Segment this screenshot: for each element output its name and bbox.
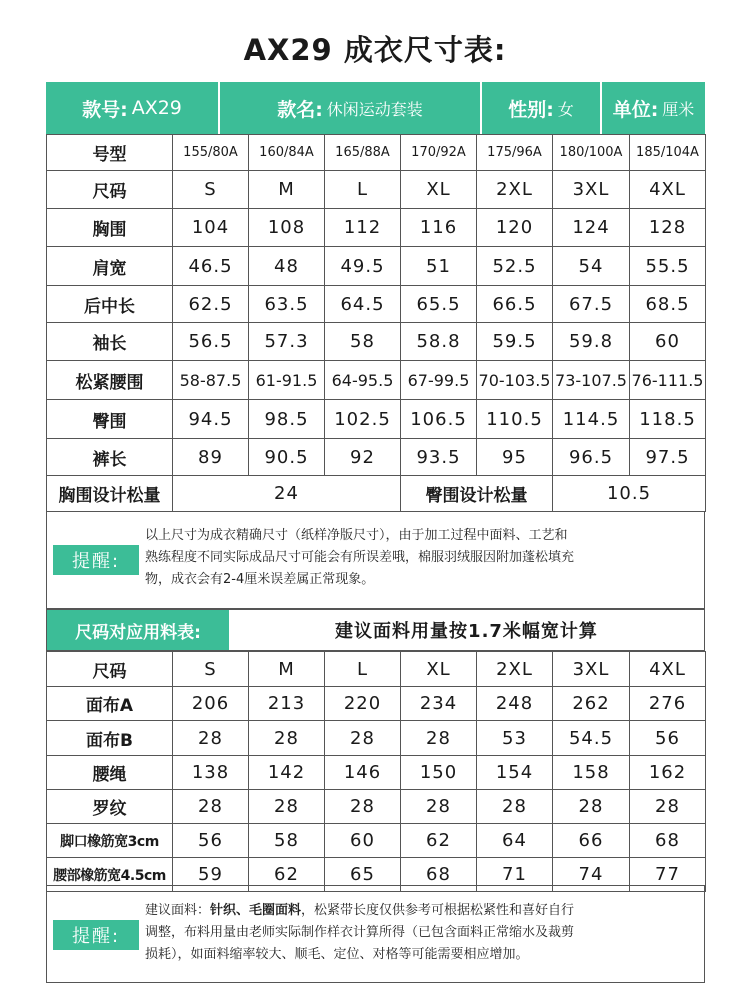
value-cell: 48 (249, 247, 325, 286)
value-cell: 59.5 (477, 323, 553, 361)
value-cell: 28 (173, 790, 249, 824)
value-cell: 248 (477, 687, 553, 721)
size-cell: 2XL (477, 171, 553, 209)
row-header: 袖长 (47, 323, 173, 361)
size-cell: 3XL (553, 652, 630, 687)
table-row (47, 790, 706, 824)
table-row (47, 756, 706, 790)
model-cell: 170/92A (401, 135, 477, 171)
value-cell: 56 (630, 721, 706, 756)
reminder-badge: 提醒: (53, 545, 139, 575)
value-cell: 60 (630, 323, 706, 361)
value-cell: 108 (249, 209, 325, 247)
model-cell: 165/88A (325, 135, 401, 171)
reminder-box-2 (46, 885, 705, 983)
reminder-line (145, 900, 574, 922)
value-cell: 68 (401, 858, 477, 892)
style-number-cell (46, 82, 218, 134)
value-cell: 74 (553, 858, 630, 892)
value-cell: 57.3 (249, 323, 325, 361)
table-row (47, 687, 706, 721)
model-cell: 180/100A (553, 135, 630, 171)
value-cell: 58 (325, 323, 401, 361)
value-cell: 70-103.5 (477, 361, 553, 400)
reminder-line: 损耗），如面料缩率较大、顺毛、定位、对格等可能需要相应增加。 (145, 947, 529, 962)
style-number-label: 款号: (82, 98, 128, 121)
gender-cell (480, 82, 600, 134)
size-row (47, 171, 706, 209)
row-header: 面布A (47, 687, 173, 721)
table-row (47, 721, 706, 756)
value-cell: 58.8 (401, 323, 477, 361)
hip-ease-value: 10.5 (553, 476, 706, 512)
row-header: 肩宽 (47, 247, 173, 286)
size-cell: 3XL (553, 171, 630, 209)
value-cell: 95 (477, 439, 553, 476)
row-header: 罗纹 (47, 790, 173, 824)
value-cell: 97.5 (630, 439, 706, 476)
unit-cell (600, 82, 705, 134)
value-cell: 46.5 (173, 247, 249, 286)
value-cell: 138 (173, 756, 249, 790)
value-cell: 65.5 (401, 286, 477, 323)
reminder-line: 以上尺寸为成衣精确尺寸（纸样净版尺寸），由于加工过程中面料、工艺和 (145, 528, 568, 543)
value-cell: 150 (401, 756, 477, 790)
reminder-line: 调整，布料用量由老师实际制作样衣计算所得（已包含面料正常缩水及裁剪 (145, 925, 575, 940)
size-cell: 4XL (630, 652, 706, 687)
value-cell: 28 (477, 790, 553, 824)
value-cell: 55.5 (630, 247, 706, 286)
value-cell: 49.5 (325, 247, 401, 286)
reminder-prefix: 建议面料： (145, 903, 211, 918)
row-header: 胸围 (47, 209, 173, 247)
value-cell: 98.5 (249, 400, 325, 439)
value-cell: 234 (401, 687, 477, 721)
value-cell: 58 (249, 824, 325, 858)
value-cell: 276 (630, 687, 706, 721)
value-cell: 28 (630, 790, 706, 824)
value-cell: 120 (477, 209, 553, 247)
style-name-value: 休闲运动套装 (326, 99, 423, 119)
value-cell: 118.5 (630, 400, 706, 439)
value-cell: 220 (325, 687, 401, 721)
value-cell: 60 (325, 824, 401, 858)
size-cell: M (249, 652, 325, 687)
table-row (47, 400, 706, 439)
table-row (47, 824, 706, 858)
value-cell: 28 (553, 790, 630, 824)
size-cell: XL (401, 171, 477, 209)
row-header: 臀围 (47, 400, 173, 439)
value-cell: 28 (249, 721, 325, 756)
value-cell: 158 (553, 756, 630, 790)
value-cell: 58-87.5 (173, 361, 249, 400)
gender-label: 性别: (508, 98, 554, 121)
value-cell: 56 (173, 824, 249, 858)
reminder-text (145, 525, 574, 591)
size-cell: XL (401, 652, 477, 687)
model-cell: 185/104A (630, 135, 706, 171)
reminder-box-1 (46, 511, 705, 609)
value-cell: 62 (401, 824, 477, 858)
value-cell: 154 (477, 756, 553, 790)
fabric-header-band (46, 609, 705, 651)
value-cell: 64.5 (325, 286, 401, 323)
value-cell: 28 (401, 721, 477, 756)
value-cell: 56.5 (173, 323, 249, 361)
value-cell: 128 (630, 209, 706, 247)
row-header: 后中长 (47, 286, 173, 323)
value-cell: 104 (173, 209, 249, 247)
value-cell: 64 (477, 824, 553, 858)
row-header: 裤长 (47, 439, 173, 476)
value-cell: 62.5 (173, 286, 249, 323)
value-cell: 96.5 (553, 439, 630, 476)
fabric-size-row (47, 652, 706, 687)
reminder-line-rest: ，松紧带长度仅供参考可根据松紧性和喜好自行 (301, 903, 575, 918)
value-cell: 213 (249, 687, 325, 721)
size-cell: L (325, 652, 401, 687)
value-cell: 92 (325, 439, 401, 476)
value-cell: 102.5 (325, 400, 401, 439)
gender-value: 女 (557, 99, 574, 119)
value-cell: 94.5 (173, 400, 249, 439)
style-name-label: 款名: (277, 98, 323, 121)
row-header: 面布B (47, 721, 173, 756)
value-cell: 64-95.5 (325, 361, 401, 400)
value-cell: 28 (249, 790, 325, 824)
row-header: 腰绳 (47, 756, 173, 790)
value-cell: 66 (553, 824, 630, 858)
value-cell: 89 (173, 439, 249, 476)
size-cell: M (249, 171, 325, 209)
value-cell: 114.5 (553, 400, 630, 439)
value-cell: 59.8 (553, 323, 630, 361)
value-cell: 116 (401, 209, 477, 247)
chest-ease-value: 24 (173, 476, 401, 512)
value-cell: 71 (477, 858, 553, 892)
value-cell: 124 (553, 209, 630, 247)
value-cell: 53 (477, 721, 553, 756)
model-row (47, 135, 706, 171)
value-cell: 61-91.5 (249, 361, 325, 400)
table-row (47, 247, 706, 286)
size-table (46, 134, 706, 512)
table-row (47, 439, 706, 476)
value-cell: 93.5 (401, 439, 477, 476)
value-cell: 262 (553, 687, 630, 721)
value-cell: 112 (325, 209, 401, 247)
value-cell: 52.5 (477, 247, 553, 286)
ease-row (47, 476, 706, 512)
row-header: 号型 (47, 135, 173, 171)
reminder-emphasis: 针织、毛圈面料 (210, 903, 302, 918)
value-cell: 59 (173, 858, 249, 892)
hip-ease-label: 臀围设计松量 (401, 476, 553, 512)
reminder-text (145, 900, 574, 966)
value-cell: 28 (401, 790, 477, 824)
size-cell: S (173, 652, 249, 687)
fabric-table-label: 尺码对应用料表: (47, 610, 229, 650)
value-cell: 73-107.5 (553, 361, 630, 400)
value-cell: 67.5 (553, 286, 630, 323)
size-cell: 4XL (630, 171, 706, 209)
value-cell: 76-111.5 (630, 361, 706, 400)
info-banner (46, 82, 705, 134)
unit-value: 厘米 (662, 99, 695, 119)
value-cell: 142 (249, 756, 325, 790)
value-cell: 54 (553, 247, 630, 286)
reminder-line: 物，成衣会有2-4厘米误差属正常现象。 (145, 572, 375, 587)
value-cell: 106.5 (401, 400, 477, 439)
row-header: 尺码 (47, 171, 173, 209)
row-header: 腰部橡筋宽4.5cm (47, 858, 173, 892)
reminder-badge: 提醒: (53, 920, 139, 950)
value-cell: 28 (173, 721, 249, 756)
value-cell: 110.5 (477, 400, 553, 439)
table-row (47, 323, 706, 361)
value-cell: 65 (325, 858, 401, 892)
model-cell: 160/84A (249, 135, 325, 171)
value-cell: 162 (630, 756, 706, 790)
style-name-cell (218, 82, 480, 134)
fabric-table (46, 651, 706, 892)
table-row (47, 286, 706, 323)
value-cell: 67-99.5 (401, 361, 477, 400)
value-cell: 66.5 (477, 286, 553, 323)
fabric-width-note: 建议面料用量按1.7米幅宽计算 (335, 621, 598, 642)
row-header: 松紧腰围 (47, 361, 173, 400)
model-cell: 175/96A (477, 135, 553, 171)
value-cell: 62 (249, 858, 325, 892)
value-cell: 146 (325, 756, 401, 790)
size-cell: S (173, 171, 249, 209)
value-cell: 77 (630, 858, 706, 892)
row-header: 尺码 (47, 652, 173, 687)
model-cell: 155/80A (173, 135, 249, 171)
value-cell: 68 (630, 824, 706, 858)
row-header: 脚口橡筋宽3cm (47, 824, 173, 858)
table-row (47, 209, 706, 247)
unit-label: 单位: (612, 98, 659, 121)
value-cell: 51 (401, 247, 477, 286)
size-cell: 2XL (477, 652, 553, 687)
value-cell: 28 (325, 721, 401, 756)
reminder-line: 熟练程度不同实际成品尺寸可能会有所误差哦，棉服羽绒服因附加蓬松填充 (145, 550, 575, 565)
chest-ease-label: 胸围设计松量 (47, 476, 173, 512)
page-title: AX29 成衣尺寸表: (243, 33, 507, 67)
value-cell: 63.5 (249, 286, 325, 323)
value-cell: 54.5 (553, 721, 630, 756)
style-number-value: AX29 (131, 97, 182, 119)
table-row (47, 361, 706, 400)
value-cell: 206 (173, 687, 249, 721)
value-cell: 28 (325, 790, 401, 824)
value-cell: 68.5 (630, 286, 706, 323)
value-cell: 90.5 (249, 439, 325, 476)
size-cell: L (325, 171, 401, 209)
